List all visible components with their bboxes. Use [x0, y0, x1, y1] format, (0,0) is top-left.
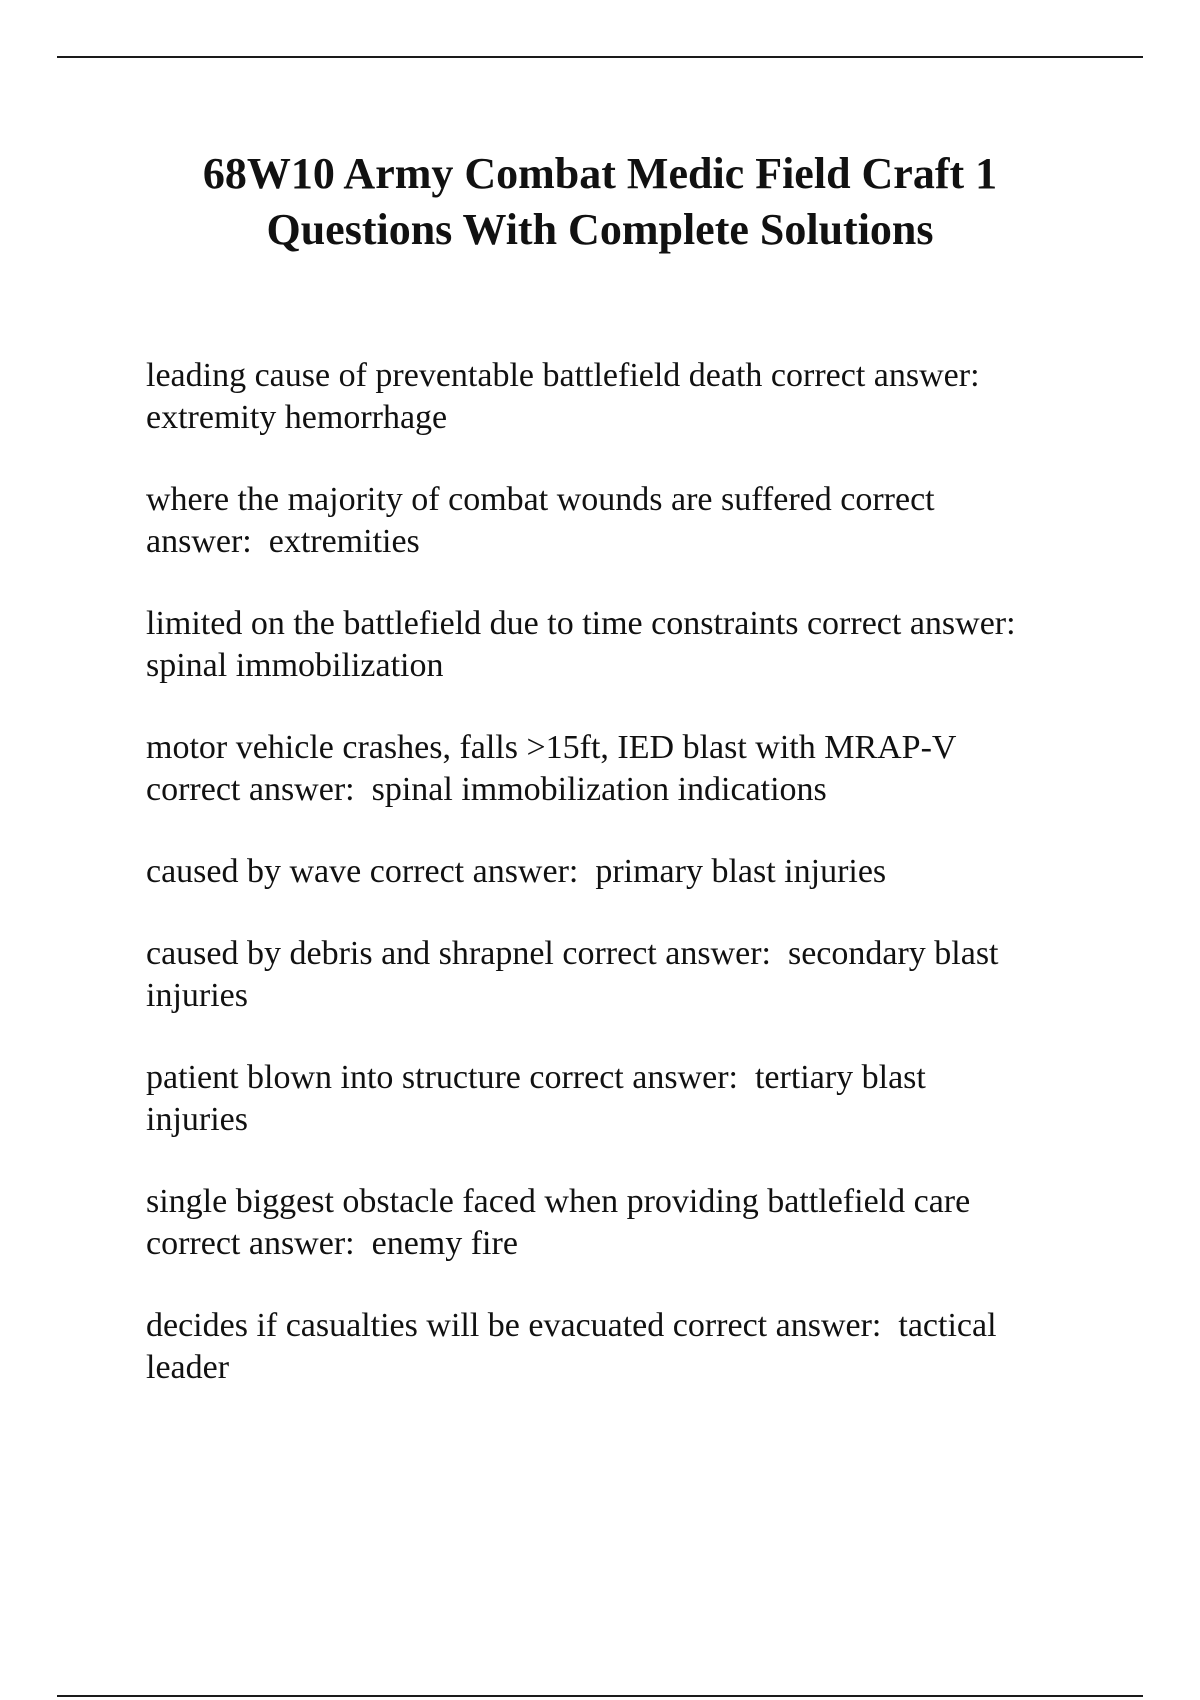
qa-item-2 — [146, 479, 1106, 563]
bottom-divider — [57, 1695, 1143, 1697]
qa-item-1 — [146, 355, 1106, 439]
qa-item-4-line-2: correct answer: spinal immobilization indications — [146, 771, 827, 808]
qa-item-4-line-1: motor vehicle crashes, falls >15ft, IED blast with MRAP-V — [146, 729, 957, 766]
qa-item-4 — [146, 727, 1106, 811]
qa-item-2-line-1: where the majority of combat wounds are suffered correct — [146, 481, 935, 518]
qa-item-7-line-2: injuries — [146, 1101, 248, 1138]
qa-item-9-line-2: leader — [146, 1349, 230, 1386]
page-title — [100, 146, 1100, 258]
title-line-2: Questions With Complete Solutions — [266, 205, 934, 254]
qa-item-6 — [146, 933, 1106, 1017]
qa-item-8-line-2: correct answer: enemy fire — [146, 1225, 518, 1262]
qa-item-3-line-2: spinal immobilization — [146, 647, 444, 684]
qa-item-5 — [146, 851, 1106, 893]
qa-item-7 — [146, 1057, 1106, 1141]
qa-item-3 — [146, 603, 1106, 687]
qa-item-6-line-1: caused by debris and shrapnel correct answer: secondary blast — [146, 935, 999, 972]
top-divider — [57, 56, 1143, 58]
qa-item-1-line-1: leading cause of preventable battlefield death correct answer: — [146, 357, 980, 394]
title-line-1: 68W10 Army Combat Medic Field Craft 1 — [202, 149, 998, 198]
qa-item-6-line-2: injuries — [146, 977, 248, 1014]
qa-item-1-line-2: extremity hemorrhage — [146, 399, 448, 436]
qa-item-9-line-1: decides if casualties will be evacuated correct answer: tactical — [146, 1307, 997, 1344]
qa-item-7-line-1: patient blown into structure correct answer: tertiary blast — [146, 1059, 926, 1096]
qa-item-2-line-2: answer: extremities — [146, 523, 420, 560]
question-answer-list — [146, 355, 1106, 1429]
qa-item-5-line-1: caused by wave correct answer: primary blast injuries — [146, 853, 887, 890]
qa-item-8-line-1: single biggest obstacle faced when providing battlefield care — [146, 1183, 971, 1220]
qa-item-3-line-1: limited on the battlefield due to time constraints correct answer: — [146, 605, 1016, 642]
qa-item-9 — [146, 1305, 1106, 1389]
qa-item-8 — [146, 1181, 1106, 1265]
